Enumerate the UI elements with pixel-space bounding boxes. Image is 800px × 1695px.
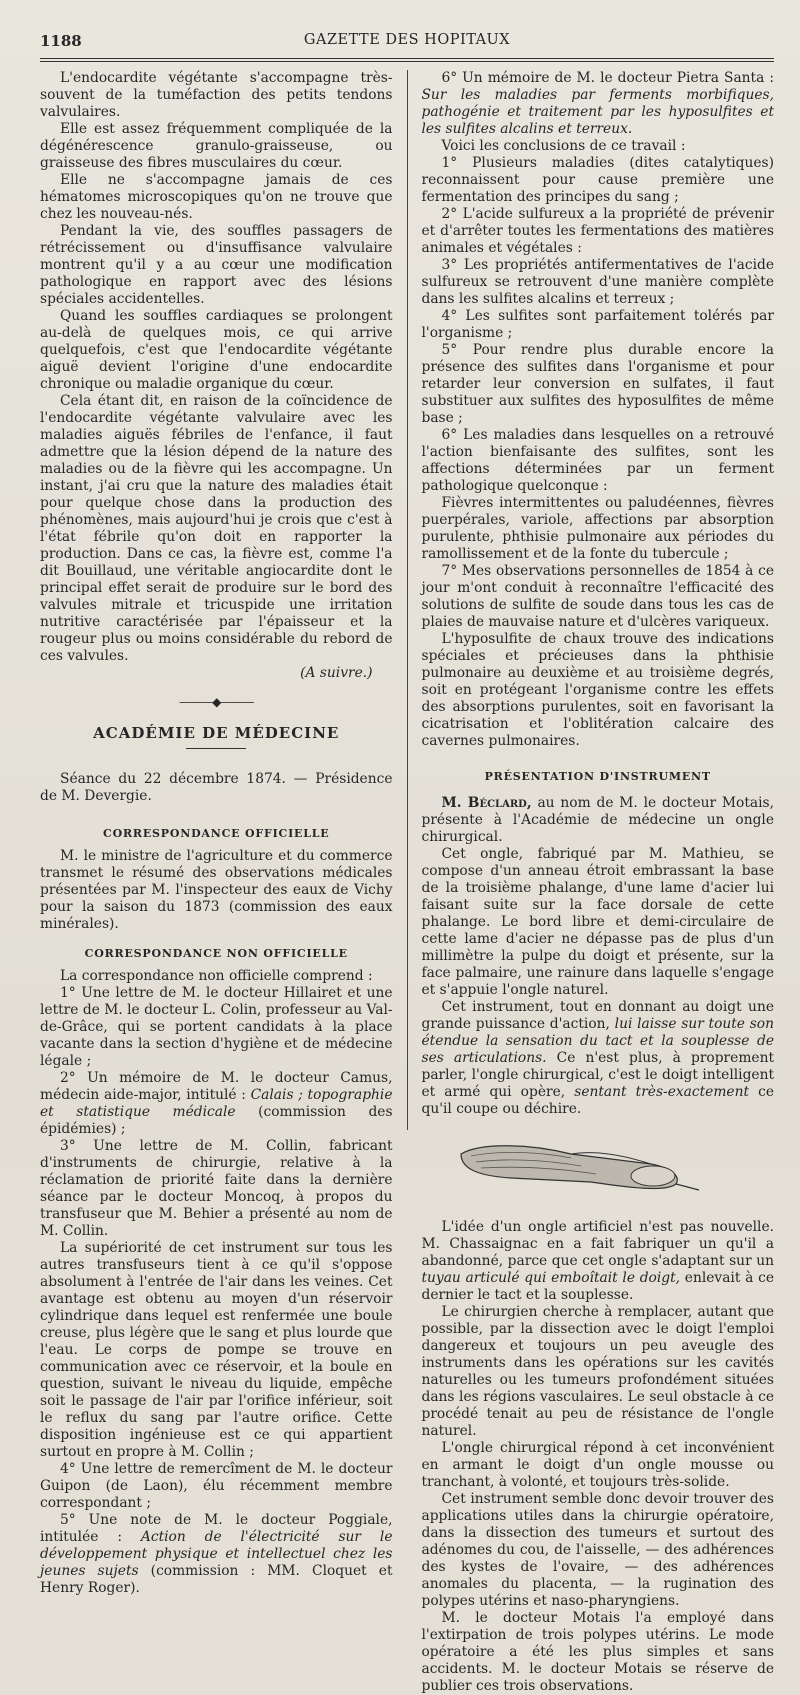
list-item: 3° Une lettre de M. Collin, fabricant d'instruments de chirurgie, relative à la réclamation de priorité faite dans la dernière séance par le docteur Moncoq, à propos du transfuseur que M. Behier a présenté au nom de M. Collin. [40,1138,393,1239]
conclusion-item: 7° Mes observations personnelles de 1854 à ce jour m'ont conduit à reconnaître l'efficacité des solutions de sulfite de soude dans tous les cas de plaies de mauvaise nature et d'ulcères variqueux. [421,563,774,630]
paragraph: La correspondance non officielle comprend : [60,968,373,984]
paragraph: Cela étant dit, en raison de la coïncidence de l'endocardite végétante valvulaire avec les maladies aiguës fébriles de l'enfance, il faut admettre que la lésion dépend de la nature des maladies ou de la fièvre qui les accompagne. Un instant, j'ai cru que la nature des maladies était pour quelque chose dans la production des phénomènes, mais aujourd'hui je crois que c'est à l'état fébrile qu'on doit en rapporter la production. Dans ce cas, la fièvre est, comme l'a dit Bouillaud, une véritable angiocardite dont le principal effet serait de produire sur le bord des valvules mitrale et tricuspide une irritation nutritive caractérisée par l'épaisseur et la rougeur plus ou moins considérable du rebord de ces valvules. [40,393,393,664]
left-column [40,70,403,1695]
list-item: 4° Une lettre de remercîment de M. le docteur Guipon (de Laon), élu récemment membre correspondant ; [40,1461,393,1511]
to-be-continued: (A suivre.) [300,665,373,681]
page-header [40,28,774,56]
paragraph: Quand les souffles cardiaques se prolongent au-delà de quelques mois, ce qui arrive quelquefois, c'est que l'endocardite végétante aiguë devient l'origine d'une endocardite chronique ou maladie organique du cœur. [40,308,393,392]
right-column [411,70,774,1695]
conclusion-item: 4° Les sulfites sont parfaitement tolérés par l'organisme ; [421,308,774,341]
paragraph: Fièvres intermittentes ou paludéennes, fièvres puerpérales, variole, affections par absorption purulente, phthisie pulmonaire aux périodes du ramollissement et de la fonte du tubercule ; [421,495,774,562]
subheading-nonofficial: CORRESPONDANCE NON OFFICIELLE [84,947,348,960]
section-ornament: ———◆——— [179,695,254,709]
list-item: 1° Une lettre de M. le docteur Hillairet et une lettre de M. le docteur L. Colin, professeur au Val-de-Grâce, qui se portent candidats à la place vacante dans la section d'hygiène et de médecine légale ; [40,985,393,1069]
paragraph: M. le docteur Motais l'a employé dans l'extirpation de trois polypes utérins. Le mode opératoire a été les plus simples et sans accidents. M. le docteur Motais se réserve de publier ces trois observations. [421,1610,774,1694]
title-rule [186,748,246,749]
paragraph: L'idée d'un ongle artificiel n'est pas nouvelle. M. Chassaignac en a fait fabriquer un qu'il a abandonné, parce que cet ongle s'adaptant sur un tuyau articulé qui emboîtait le doigt, enlevait à ce dernier le tact et la souplesse. [421,1219,774,1303]
paragraph: L'hyposulfite de chaux trouve des indications spéciales et précieuses dans la phthisie pulmonaire au deuxième et au troisième degrés, soit en protégeant l'organisme contre les effets des absorptions purulentes, soit en favorisant la cicatrisation et l'oblitération calcaire des cavernes pulmonaires. [421,631,774,749]
conclusion-item: 2° L'acide sulfureux a la propriété de prévenir et d'arrêter toutes les fermentations des matières animales et végétales : [421,206,774,256]
list-item: 2° Un mémoire de M. le docteur Camus, médecin aide-major, intitulé : Calais ; topographie et statistique médicale (commission des épidémies) ; [40,1070,393,1137]
page-number: 1188 [40,32,82,50]
paragraph: Le chirurgien cherche à remplacer, autant que possible, par la dissection avec le doigt l'emploi dangereux et toujours un peu aveugle des instruments dans les opérations sur les cavités naturelles ou les tumeurs profondément situées dans les régions vasculaires. Le seul obstacle à ce procédé tenait au peu de résistance de l'ongle naturel. [421,1304,774,1439]
paragraph: Cet ongle, fabriqué par M. Mathieu, se compose d'un anneau étroit embrassant la base de la troisième phalange, d'une lame d'acier lui faisant suite sur la face dorsale de cette phalange. Le bord libre et demi-circulaire de cette lame d'acier ne dépasse pas de plus d'un millimètre la pulpe du doigt et présente, sur la face palmaire, une rainure dans laquelle s'engage et s'appuie l'ongle naturel. [421,846,774,998]
paragraph: M. Béclard, au nom de M. le docteur Motais, présente à l'Académie de médecine un ongle chirurgical. [421,795,774,845]
paragraph: Voici les conclusions de ce travail : [441,138,686,154]
journal-title: GAZETTE DES HOPITAUX [303,32,511,48]
header-rule [40,58,774,62]
paragraph: Elle ne s'accompagne jamais de ces hématomes microscopiques qu'on ne trouve que chez les nouveau-nés. [40,172,393,222]
conclusion-item: 6° Les maladies dans lesquelles on a retrouvé l'action bienfaisante des sulfites, sont les affections déterminées par un ferment pathologique quelconque : [421,427,774,494]
surgical-nail-illustration [421,1132,721,1202]
list-item: 5° Une note de M. le docteur Poggiale, intitulée : Action de l'électricité sur le développement physique et intellectuel chez les jeunes sujets (commission : MM. Cloquet et Henry Roger). [40,1512,393,1596]
session-line: Séance du 22 décembre 1874. — Présidence de M. Devergie. [40,771,393,804]
conclusion-item: 3° Les propriétés antifermentatives de l'acide sulfureux se retrouvent d'une manière complète dans les sulfites alcalins et terreux ; [421,257,774,307]
subheading-official: CORRESPONDANCE OFFICIELLE [103,827,330,840]
section-title-academy: ACADÉMIE DE MÉDECINE [93,724,340,742]
paragraph: Elle est assez fréquemment compliquée de la dégénérescence granulo-graisseuse, ou graisseuse des fibres musculaires du cœur. [40,121,393,171]
paragraph: L'ongle chirurgical répond à cet inconvénient en armant le doigt d'un ongle mousse ou tranchant, à volonté, et toujours très-solide. [421,1440,774,1490]
column-divider [407,70,408,1130]
two-column-body [40,70,774,1695]
paragraph: La supériorité de cet instrument sur tous les autres transfuseurs tient à ce qu'il s'oppose absolument à l'entrée de l'air dans les veines. Cet avantage est obtenu au moyen d'un réservoir cylindrique dans lequel est renfermée une boule creuse, plus légère que le sang et plus lourde que l'eau. Le corps de pompe se trouve en communication avec ce réservoir, et la boule en question, suivant le niveau du liquide, empêche soit le passage de l'air par l'orifice inférieur, soit le reflux du sang par l'autre orifice. Cette disposition ingénieuse est ce qui appartient surtout en propre à M. Collin ; [40,1240,393,1460]
paragraph: Pendant la vie, des souffles passagers de rétrécissement ou d'insuffisance valvulaire montrent qu'il y a au cœur une modification pathologique en rapport avec des lésions spéciales accidentelles. [40,223,393,307]
subheading-instrument: PRÉSENTATION D'INSTRUMENT [484,770,711,783]
conclusion-item: 5° Pour rendre plus durable encore la présence des sulfites dans l'organisme et pour retarder leur conversion en sulfates, il faut substituer aux sulfites des hyposulfites de même base ; [421,342,774,426]
conclusion-item: 1° Plusieurs maladies (dites catalytiques) reconnaissent pour cause première une fermentation des principes du sang ; [421,155,774,205]
paragraph: Cet instrument, tout en donnant au doigt une grande puissance d'action, lui laisse sur toute son étendue la sensation du tact et la souplesse de ses articulations. Ce n'est plus, à proprement parler, l'ongle chirurgical, c'est le doigt intelligent et armé qui opère, sentant très-exactement ce qu'il coupe ou déchire. [421,999,774,1117]
paragraph: M. le ministre de l'agriculture et du commerce transmet le résumé des observations médicales présentées par M. l'inspecteur des eaux de Vichy pour la saison du 1873 (commission des eaux minérales). [40,848,393,932]
paragraph: L'endocardite végétante s'accompagne très-souvent de la tuméfaction des petits tendons valvulaires. [40,70,393,120]
paragraph: Cet instrument semble donc devoir trouver des applications utiles dans la chirurgie opératoire, dans la dissection des tumeurs et surtout des adénomes du cou, de l'aisselle, — des adhérences des kystes de l'ovaire, — des adhérences anomales du placenta, — la rugination des polypes utérins et naso-pharyngiens. [421,1491,774,1609]
list-item: 6° Un mémoire de M. le docteur Pietra Santa : Sur les maladies par ferments morbifiques, pathogénie et traitement par les hyposulfites et les sulfites alcalins et terreux. [421,70,774,137]
